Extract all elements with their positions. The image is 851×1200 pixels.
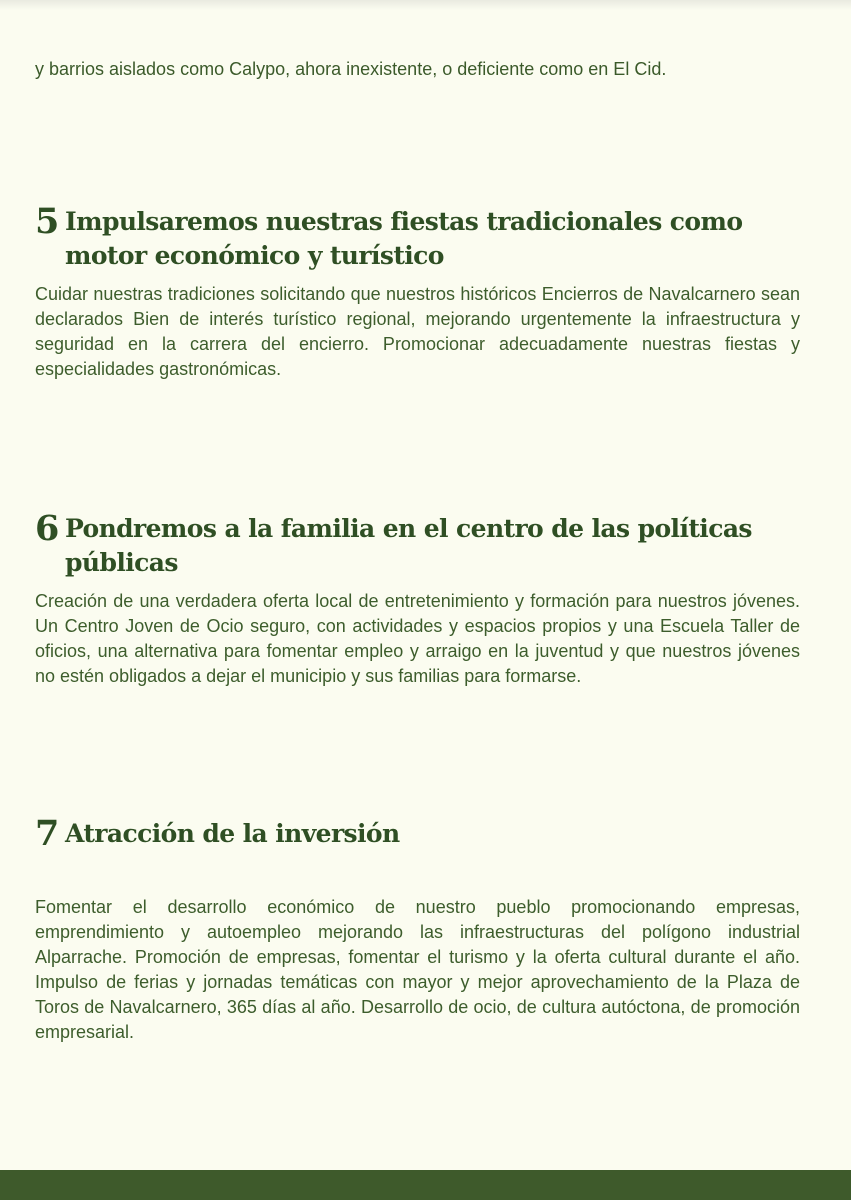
section-body: Fomentar el desarrollo económico de nuestro pueblo promocionando empresas, emprendimiento y autoempleo mejorando las infraestructuras del polígono industrial Alparrache. Promoción de empresas, fomentar el turismo y la oferta cultural durante el año. Impulso de ferias y jornadas temáticas con mayor y mejor aprovechamiento de la Plaza de Toros de Navalcarnero, 365 días al año. Desarrollo de ocio, de cultura autóctona, de promoción empresarial. bbox=[35, 897, 800, 1042]
section-5 bbox=[35, 201, 800, 382]
section-title: Pondremos a la familia en el centro de las políticas públicas bbox=[65, 514, 752, 577]
section-title: Impulsaremos nuestras fiestas tradicionales como motor económico y turístico bbox=[65, 207, 743, 270]
section-body: Cuidar nuestras tradiciones solicitando que nuestros históricos Encierros de Navalcarnero sean declarados Bien de interés turístico regional, mejorando urgentemente la infraestructura y seguridad en la carrera del encierro. Promocionar adecuadamente nuestras fiestas y especialidades gastronómicas. bbox=[35, 284, 800, 379]
section-title: Atracción de la inversión bbox=[65, 819, 400, 848]
section-number: 6 bbox=[35, 508, 60, 549]
section-heading bbox=[35, 201, 800, 273]
footer-band bbox=[0, 1170, 851, 1200]
intro-text: y barrios aislados como Calypo, ahora inexistente, o deficiente como en El Cid. bbox=[35, 59, 667, 79]
top-shadow bbox=[0, 0, 851, 10]
section-6 bbox=[35, 508, 800, 689]
section-7 bbox=[35, 813, 800, 1045]
section-number: 7 bbox=[35, 813, 60, 854]
section-body: Creación de una verdadera oferta local de entretenimiento y formación para nuestros jóvenes. Un Centro Joven de Ocio seguro, con actividades y espacios propios y una Escuela Taller de oficios, una alternativa para fomentar empleo y arraigo en la juventud y que nuestros jóvenes no estén obligados a dejar el municipio y sus familias para formarse. bbox=[35, 591, 800, 686]
section-heading bbox=[35, 508, 800, 580]
section-heading bbox=[35, 813, 800, 854]
section-number: 5 bbox=[35, 201, 60, 242]
